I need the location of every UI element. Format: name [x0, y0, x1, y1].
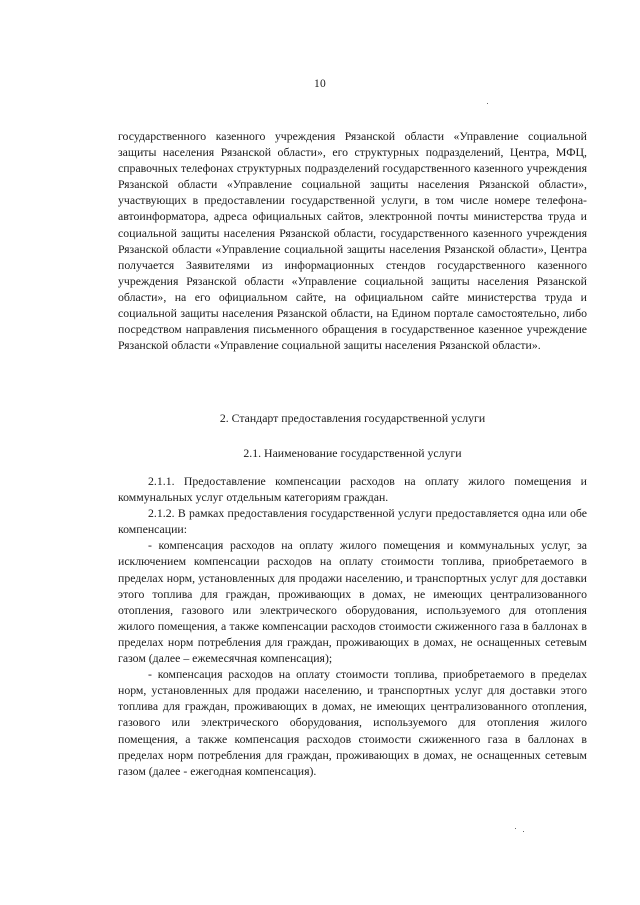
subsection-heading: 2.1. Наименование государственной услуги: [243, 446, 462, 460]
subsection-heading-block: [118, 445, 587, 461]
section-body: [118, 473, 587, 779]
page-number: 10: [314, 78, 326, 90]
intro-block: [118, 128, 587, 353]
bullet-monthly-compensation: - компенсация расходов на оплату жилого помещения и коммунальных услуг, за исключением компенсации расходов на оплату стоимости топлива, приобретаемого в пределах норм, установленных для продажи населению, и транспортных услуг для доставки этого топлива для граждан, проживающих в домах, не имеющих централизованного отопления, газового или электрического оборудования, используемого для отопления жилого помещения, а также компенсации расходов стоимости сжиженного газа в баллонах в пределах норм потребления для граждан, проживающих в домах, не оснащенных сетевым газом (далее – ежемесячная компенсация);: [118, 538, 587, 666]
item-2-1-2: 2.1.2. В рамках предоставления государственной услуги предоставляется одна или обе компенсации:: [118, 506, 587, 537]
bullet-annual-compensation: - компенсация расходов на оплату стоимости топлива, приобретаемого в пределах норм, установленных для продажи населению, и транспортных услуг для доставки этого топлива для граждан, проживающих в домах, не имеющих централизованного отопления, газового или электрического оборудования, используемого для отопления жилого помещения, а также компенсация расходов стоимости сжиженного газа в баллонах в пределах норм потребления для граждан, проживающих в домах, не оснащенных сетевым газом (далее - ежегодная компенсация).: [118, 667, 587, 778]
scan-speck: [487, 103, 488, 104]
intro-paragraph: государственного казенного учреждения Рязанской области «Управление социальной защиты населения Рязанской области», его структурных подразделений, Центра, МФЦ, справочных телефонах структурных подразделений государственного казенного учреждения Рязанской области «Управление социальной защиты населения Рязанской области», участвующих в предоставлении государственной услуги, в том числе номере телефона-автоинформатора, адреса официальных сайтов, электронной почты министерства труда и социальной защиты населения Рязанской области, государственного казенного учреждения Рязанской области «Управление социальной защиты населения Рязанской области», Центра получается Заявителями из информационных стендов государственного казенного учреждения Рязанской области «Управление социальной защиты населения Рязанской области», на его официальном сайте, на официальном сайте министерства труда и социальной защиты населения Рязанской области, на Едином портале самостоятельно, либо посредством направления письменного обращения в государственное казенное учреждение Рязанской области «Управление социальной защиты населения Рязанской области».: [118, 129, 587, 353]
section-heading-block: [118, 410, 587, 426]
item-2-1-1: 2.1.1. Предоставление компенсации расходов на оплату жилого помещения и коммунальных услуг отдельным категориям граждан.: [118, 474, 587, 505]
scan-speck: [515, 828, 516, 829]
section-heading: 2. Стандарт предоставления государственной услуги: [219, 411, 486, 425]
scan-speck: [523, 831, 524, 832]
